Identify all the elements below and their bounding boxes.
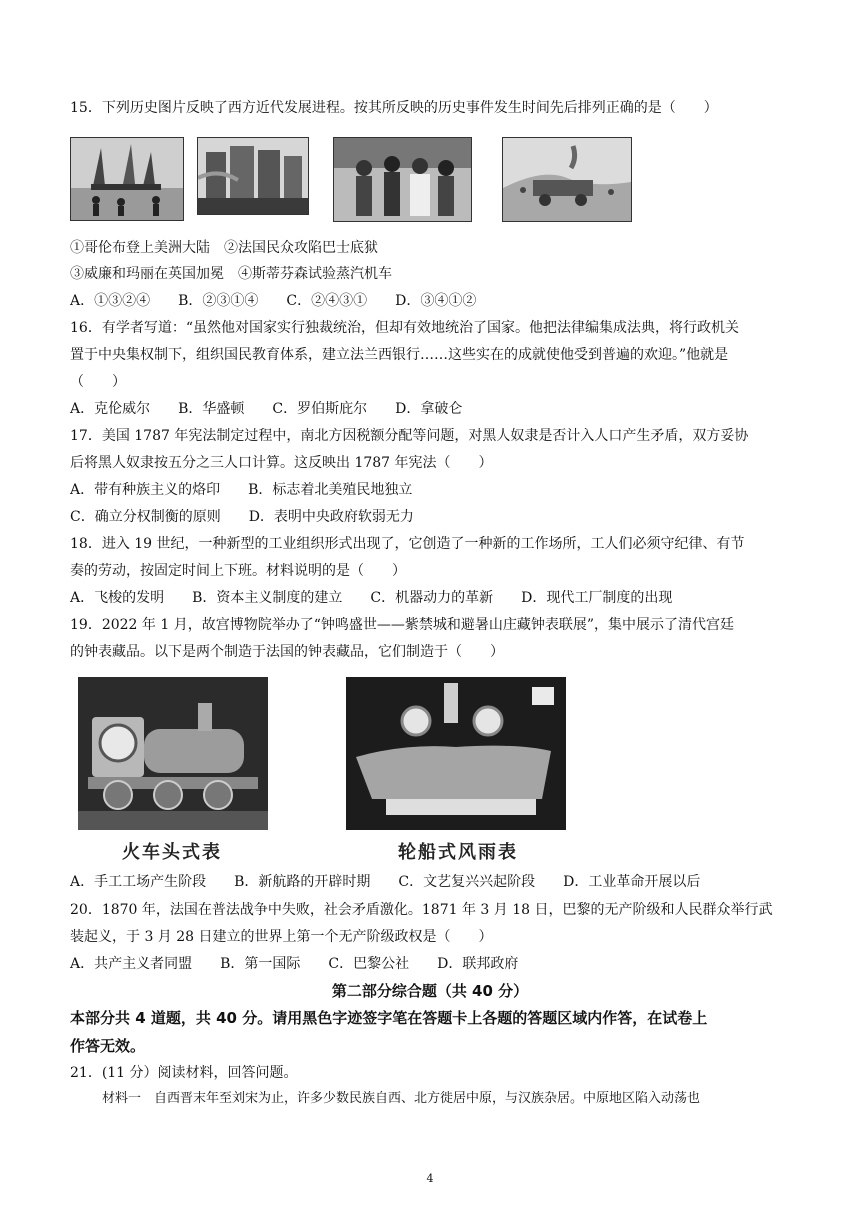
q20-choices: A．共产主义者同盟 B．第一国际 C．巴黎公社 D．联邦政府 bbox=[70, 956, 519, 972]
steamship-barometer-image bbox=[346, 677, 566, 830]
caption-locomotive-clock: 火车头式表 bbox=[122, 842, 222, 863]
q19-choices: A．手工工场产生阶段 B．新航路的开辟时期 C．文艺复兴兴起阶段 D．工业革命开展以后 bbox=[70, 874, 701, 890]
stephenson-locomotive-image bbox=[502, 137, 632, 222]
william-mary-coronation-image bbox=[333, 137, 472, 222]
columbus-landing-image bbox=[70, 137, 184, 221]
q17-choices-cd: C．确立分权制衡的原则 D．表明中央政府软弱无力 bbox=[70, 509, 414, 525]
page-number: 4 bbox=[426, 1172, 434, 1185]
bastille-storming-image bbox=[197, 137, 309, 215]
caption-steamship-barometer: 轮船式风雨表 bbox=[398, 842, 518, 863]
q18-line1: 18．进入 19 世纪，一种新型的工业组织形式出现了，它创造了一种新的工作场所，工人们必须守纪律、有节 bbox=[70, 536, 745, 552]
q21-material1: 材料一 自西晋末年至刘宋为止，许多少数民族自西、北方徙居中原，与汉族杂居。中原地区陷入动荡也 bbox=[102, 1091, 701, 1106]
part2-instructions-line1: 本部分共 4 道题，共 40 分。请用黑色字迹签字笔在答题卡上各题的答题区域内作答，在试卷上 bbox=[70, 1009, 708, 1027]
q19-line1: 19．2022 年 1 月，故宫博物院举办了“钟鸣盛世——紫禁城和避暑山庄藏钟表联展”，集中展示了清代宫廷 bbox=[70, 617, 735, 633]
q16-line2: 置于中央集权制下，组织国民教育体系，建立法兰西银行……这些实在的成就使他受到普遍的欢迎。”他就是 bbox=[70, 347, 729, 363]
q16-choices: A．克伦威尔 B．华盛顿 C．罗伯斯庇尔 D．拿破仑 bbox=[70, 401, 463, 417]
q21-stem: 21．(11 分）阅读材料，回答问题。 bbox=[70, 1065, 298, 1081]
q15-choices: A．①③②④ B．②③①④ C．②④③① D．③④①② bbox=[70, 293, 477, 309]
q18-line2: 奏的劳动，按固定时间上下班。材料说明的是（ ） bbox=[70, 563, 406, 579]
q17-choices-ab: A．带有种族主义的烙印 B．标志着北美殖民地独立 bbox=[70, 482, 413, 498]
q15-options-line2: ③威廉和玛丽在英国加冕 ④斯蒂芬森试验蒸汽机车 bbox=[70, 266, 392, 282]
part2-title: 第二部分综合题（共 40 分） bbox=[331, 982, 529, 1000]
q17-line2: 后将黑人奴隶按五分之三人口计算。这反映出 1787 年宪法（ ） bbox=[70, 455, 493, 471]
q15-stem: 15．下列历史图片反映了西方近代发展进程。按其所反映的历史事件发生时间先后排列正确的是（ ） bbox=[70, 100, 718, 116]
q20-line1: 20．1870 年，法国在普法战争中失败，社会矛盾激化。1871 年 3 月 18 日，巴黎的无产阶级和人民群众举行武 bbox=[70, 902, 773, 918]
q20-line2: 装起义，于 3 月 28 日建立的世界上第一个无产阶级政权是（ ） bbox=[70, 929, 493, 945]
q16-line3: （ ） bbox=[70, 374, 126, 390]
q16-line1: 16．有学者写道：“虽然他对国家实行独裁统治，但却有效地统治了国家。他把法律编集成法典，将行政机关 bbox=[70, 320, 739, 336]
q15-options-line1: ①哥伦布登上美洲大陆 ②法国民众攻陷巴士底狱 bbox=[70, 240, 378, 256]
q19-line2: 的钟表藏品。以下是两个制造于法国的钟表藏品，它们制造于（ ） bbox=[70, 644, 504, 660]
locomotive-clock-image bbox=[78, 677, 268, 830]
part2-instructions-line2: 作答无效。 bbox=[70, 1037, 146, 1055]
q18-choices: A．飞梭的发明 B．资本主义制度的建立 C．机器动力的革新 D．现代工厂制度的出现 bbox=[70, 590, 673, 606]
q17-line1: 17．美国 1787 年宪法制定过程中，南北方因税额分配等问题，对黑人奴隶是否计入人口产生矛盾，双方妥协 bbox=[70, 428, 749, 444]
